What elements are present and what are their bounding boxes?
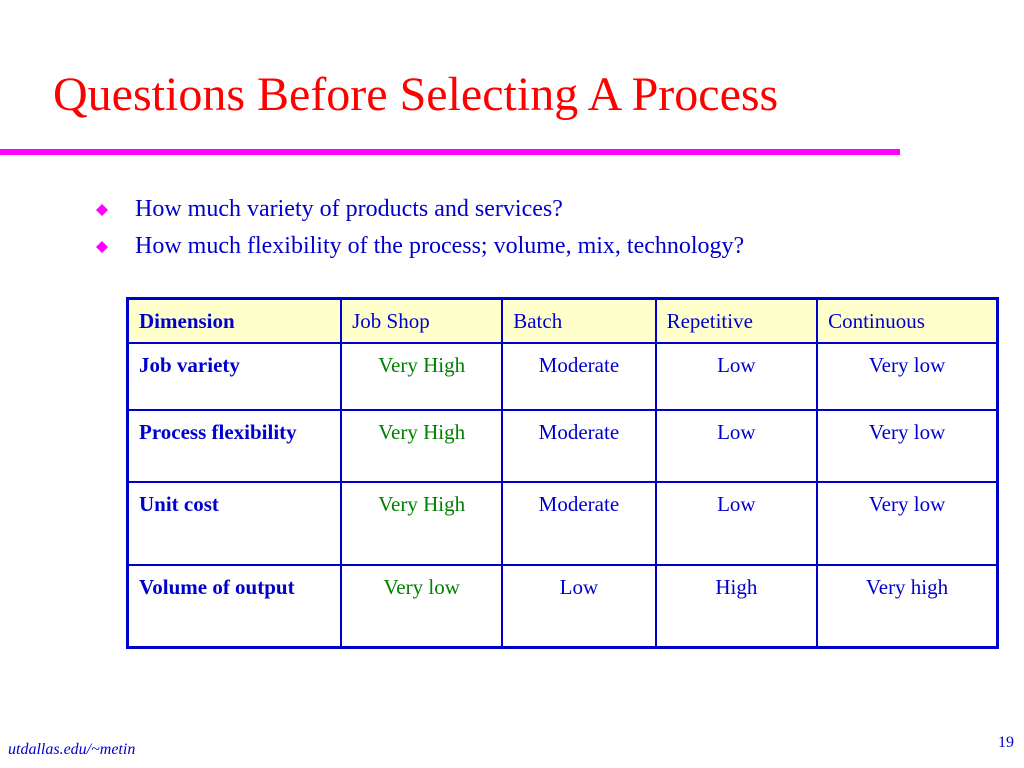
table-header-cell: Job Shop — [341, 299, 502, 344]
table-cell: High — [656, 565, 817, 648]
table-header-row — [128, 299, 998, 344]
table-header-cell: Batch — [502, 299, 655, 344]
process-comparison-table — [126, 297, 999, 649]
table-row — [128, 482, 998, 565]
table-cell: Very low — [817, 482, 997, 565]
table-cell: Very High — [341, 410, 502, 482]
table-header-cell: Repetitive — [656, 299, 817, 344]
table-cell: Very low — [817, 343, 997, 410]
table-row — [128, 343, 998, 410]
row-label: Unit cost — [128, 482, 342, 565]
table-cell: Moderate — [502, 482, 655, 565]
diamond-bullet-icon — [96, 204, 108, 216]
table-cell: Moderate — [502, 343, 655, 410]
table-row — [128, 565, 998, 648]
table-cell: Very low — [341, 565, 502, 648]
table-cell: Very low — [817, 410, 997, 482]
table-cell: Moderate — [502, 410, 655, 482]
bullet-text: How much variety of products and services? — [135, 196, 563, 222]
table-cell: Very High — [341, 482, 502, 565]
table-header-cell: Continuous — [817, 299, 997, 344]
table-cell: Low — [656, 410, 817, 482]
table-cell: Very high — [817, 565, 997, 648]
table-cell: Low — [656, 482, 817, 565]
slide-title: Questions Before Selecting A Process — [53, 68, 779, 121]
table-cell: Very High — [341, 343, 502, 410]
footer-source-link: utdallas.edu/~metin — [8, 741, 136, 758]
table-row — [128, 410, 998, 482]
row-label: Volume of output — [128, 565, 342, 648]
diamond-bullet-icon — [96, 241, 108, 253]
row-label: Process flexibility — [128, 410, 342, 482]
table-cell: Low — [656, 343, 817, 410]
page-number: 19 — [998, 734, 1014, 751]
row-label: Job variety — [128, 343, 342, 410]
table-header-cell: Dimension — [128, 299, 342, 344]
title-divider — [0, 149, 900, 155]
bullet-text: How much flexibility of the process; volume, mix, technology? — [135, 233, 745, 259]
table-cell: Low — [502, 565, 655, 648]
